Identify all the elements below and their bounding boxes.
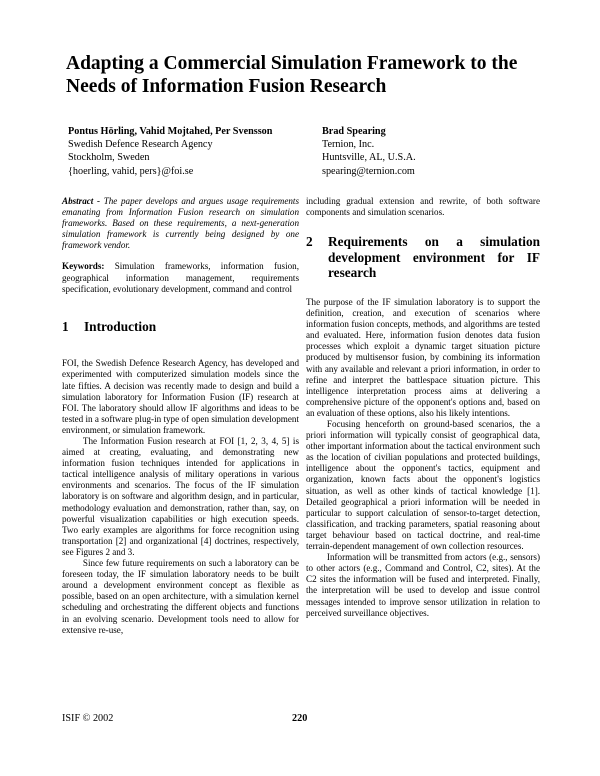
- paragraph-continuation: including gradual extension and rewrite, of both software components and simulation scenarios.: [306, 196, 540, 218]
- author-email: {hoerling, vahid, pers}@foi.se: [68, 165, 194, 177]
- author-block-1: [68, 125, 272, 178]
- author-location: Huntsville, AL, U.S.A.: [322, 152, 416, 164]
- author-affiliation: Swedish Defence Research Agency: [68, 139, 213, 151]
- left-column: [62, 196, 299, 636]
- abstract-label: Abstract -: [62, 196, 101, 206]
- author-names: Pontus Hörling, Vahid Mojtahed, Per Svensson: [68, 126, 273, 137]
- section-title: Introduction: [84, 318, 157, 334]
- section-1-heading: [62, 319, 299, 335]
- paragraph: Focusing henceforth on ground-based scenarios, the a priori information will typically consist of geographical data, other important information about the tactical environment such as the location of civilian populations and protected buildings, intelligence about the opponent's tactics, equipment and organization, known facts about the opponent's logistics situation, as well as other kinds of tactical knowledge [1]. Detailed geographical a priori information will be needed in particular to support calculation of sensor-to-target detection, classification, and tracking parameters, spatial reasoning about target behaviour based on tactical doctrine, and real-time terrain-dependent management of own collection resources.: [306, 419, 540, 552]
- author-affiliation: Ternion, Inc.: [322, 139, 375, 151]
- keywords-label: Keywords:: [62, 261, 105, 272]
- abstract: [62, 196, 299, 251]
- author-names: Brad Spearing: [322, 126, 386, 137]
- section-2-heading: [306, 234, 540, 281]
- paragraph: The Information Fusion research at FOI [1, 2, 3, 4, 5] is aimed at creating, evaluating, and demonstrating new information fusion techniques intended for applications in tactical intelligence analysis of military operations in various environments and scenarios. The focus of the IF simulation laboratory is on software and algorithm design, and in particular, methodology evaluation and demonstration, rather than, say, on powerful visualization capabilities or high execution speeds. Two early examples are algorithms for force recognition using transportation [2] and organizational [4] doctrines, respectively, see Figures 2 and 3.: [62, 436, 299, 557]
- paragraph: Since few future requirements on such a laboratory can be foreseen today, the IF simulation laboratory needs to be built around a development environment concept as flexible as possible, based on an open architecture, with a simulation kernel scheduling and orchestrating the different objects and functions in an evolving scenario. Development tools need to allow for extensive re-use,: [62, 558, 299, 635]
- section-number: 1: [62, 318, 69, 334]
- author-location: Stockholm, Sweden: [68, 152, 150, 164]
- paper-title: Adapting a Commercial Simulation Framework to the Needs of Information Fusion Research: [66, 53, 518, 97]
- paragraph: The purpose of the IF simulation laboratory is to support the definition, creation, and execution of scenarios where information fusion concepts, methods, and algorithms are tested and evaluated. Here, information fusion denotes data fusion processes which exploit a dynamic target situation picture produced by multisensor fusion, by combining its information with any available and relevant a priori information, in order to refine and interpret the battlespace situation picture. This intelligence interpretation process aims at delivering a comprehensive picture of the opponent's options and, based on an evaluation of these options, also his likely intentions.: [306, 296, 540, 418]
- section-number: 2: [306, 234, 313, 250]
- abstract-text: The paper develops and argues usage requirements emanating from Information Fusion research on simulation frameworks. Based on these requirements, a next-generation simulation framework is currently being designed by one framework vendor.: [62, 196, 299, 251]
- page-number: 220: [292, 713, 308, 724]
- right-column: [306, 196, 540, 619]
- footer-copyright: ISIF © 2002: [62, 713, 114, 724]
- paragraph: Information will be transmitted from actors (e.g., sensors) to other actors (e.g., Command and Control, C2, sites). At the C2 sites the information will be fused and interpreted. Finally, the interpretation will be used to develop and issue control messages intended to improve sensor utilization in relation to perceived surveillance objectives.: [306, 552, 540, 618]
- author-block-2: [322, 125, 416, 178]
- author-email: spearing@ternion.com: [322, 165, 415, 177]
- section-title: Requirements on a simulation development environment for IF research: [328, 234, 540, 281]
- keywords-text: Simulation frameworks, information fusion, geographical information management, requirements specification, evolutionary development, command and control: [62, 261, 299, 294]
- keywords: [62, 261, 299, 294]
- paragraph: FOI, the Swedish Defence Research Agency, has developed and experimented with computerized simulation models since the late fifties. A decision was recently made to design and build a simulation laboratory for Information Fusion (IF) research at FOI. The laboratory should allow IF algorithms and ideas to be tested in a software plug-in type of open simulation development environment, or simulation framework.: [62, 358, 299, 435]
